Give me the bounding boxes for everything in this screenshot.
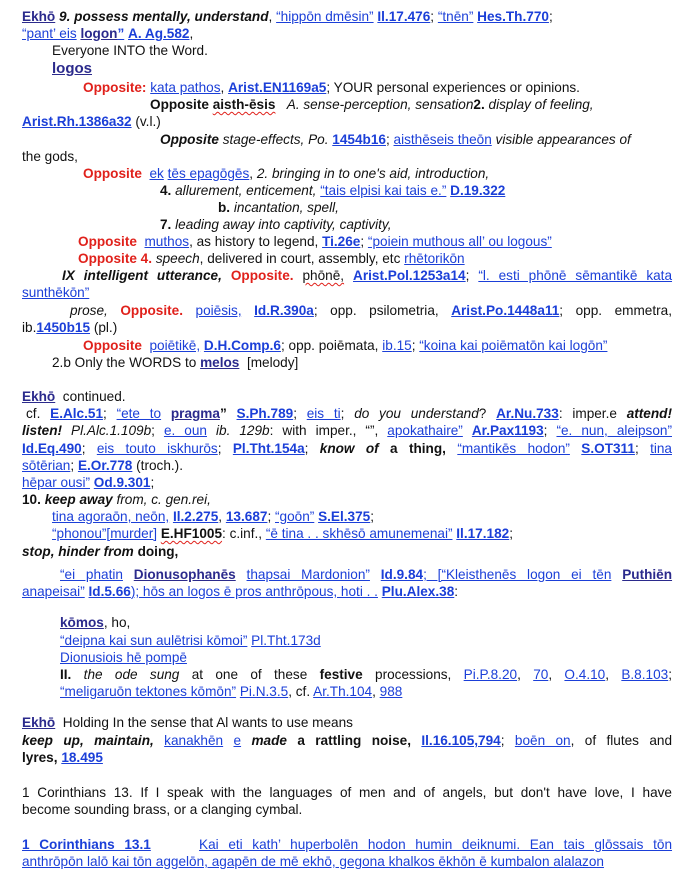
ref-link[interactable]: Arist.Pol.1253a14 <box>353 268 466 283</box>
ref-link[interactable]: Hes.Th.770 <box>477 9 549 24</box>
line-cor-greek2 <box>22 853 604 870</box>
greek-link[interactable]: “koina kai poiēmatōn kai logōn” <box>419 338 608 353</box>
ref-link[interactable]: Id.9.84 <box>380 567 424 582</box>
greek-link[interactable]: “deipna kai sun aulētrisi kōmoi” <box>60 633 248 648</box>
line-ideq: Id.Eq.490; eis touto iskhurōs; Pl.Tht.154a; know of a thing, “mantikēs hodon” S.OT311; tina <box>22 441 672 456</box>
line-phonou: “phonou”[murder] E.HF1005: c.inf., “ē tina . . skhēsō amunemenai” Il.17.182; <box>52 526 513 541</box>
ref-link[interactable]: 70 <box>533 667 549 682</box>
everyone-line: Everyone INTO the Word. <box>52 43 208 58</box>
greek-link[interactable]: apokathaire” <box>387 423 463 438</box>
greek-link[interactable]: eis ti <box>306 406 341 421</box>
line-ib: ib.1450b15 (pl.) <box>22 320 118 335</box>
line-rh: Arist.Rh.1386a32 (v.l.) <box>22 114 161 129</box>
greek-link[interactable]: Dionusiois hē pompē <box>60 650 187 665</box>
line-stop: stop, hinder from doing, <box>22 544 179 559</box>
line-opp1: Opposite: kata pathos, Arist.EN1169a5; YOUR personal experiences or opinions. <box>83 80 580 95</box>
greek-link[interactable]: “phonou”[murder] <box>52 526 158 541</box>
sense-number: 9. <box>59 9 71 24</box>
line-komos: kōmos, ho, <box>60 615 131 630</box>
line-ek: Opposite ek tēs epagōgēs, 2. bringing in to one's aid, introduction, <box>83 166 490 181</box>
line-1: Ekhō 9. possess mentally, understand, “hippōn dmēsin” Il.17.476; “tnēn” Hes.Th.770; <box>22 9 553 24</box>
greek-link[interactable]: pragma <box>170 406 220 421</box>
greek-link[interactable]: anthrōpōn lalō kai tōn aggelōn, agapēn de mē ekhō, gegona khalkos ēkhōn ē kumbalon alalazon <box>22 854 604 869</box>
ref-link[interactable]: ib.15 <box>382 338 412 353</box>
ref-link[interactable]: Od.9.301 <box>93 475 151 490</box>
ref-link[interactable]: 13.687 <box>225 509 268 524</box>
greek-link[interactable]: tēs epagōgēs <box>167 166 250 181</box>
line-2: “pant’ eis logon” A. Ag.582, <box>22 26 194 41</box>
greek-link[interactable]: boēn on <box>514 733 571 748</box>
ref-link[interactable]: Pi.P.8.20 <box>463 667 518 682</box>
line-deipna <box>60 632 321 649</box>
ref-link[interactable]: 988 <box>379 684 403 699</box>
greek-term: aisth-ēsis <box>212 97 276 112</box>
line-poietike: Opposite poiētikē, D.H.Comp.6; opp. poiēmata, ib.15; “koina kai poiēmatōn kai logōn” <box>83 338 608 353</box>
greek-link[interactable]: poiēsis, <box>195 303 242 318</box>
melos-link[interactable]: melos <box>200 355 240 370</box>
line-listen: listen! Pl.Alc.1.109b; e. oun ib. 129b: with imper., “”, apokathaire” Ar.Pax1193; “e. nun, aleipson” <box>22 423 672 438</box>
greek-link[interactable]: tina agoraōn, neōn, <box>52 509 170 524</box>
ref-link[interactable]: Il.16.105,794 <box>421 733 501 748</box>
line-speech: Opposite 4. speech, delivered in court, assembly, etc rhētorikōn <box>78 251 465 266</box>
ref-link[interactable]: 1450b15 <box>36 320 91 335</box>
komos-link[interactable]: kōmos <box>60 615 104 630</box>
ref-link[interactable]: Id.5.66 <box>88 584 131 599</box>
greek-link[interactable]: hēpar ousi” <box>22 475 91 490</box>
ref-link[interactable]: E.Alc.51 <box>50 406 104 421</box>
ref-link[interactable]: Plu.Alex.38 <box>381 584 455 599</box>
line-ix: IX intelligent utterance, Opposite. phōnē, Arist.Pol.1253a14; “l. esti phōnē sēmantikē kata <box>62 268 673 283</box>
greek-link[interactable]: “l. esti phōnē sēmantikē kata <box>478 268 673 283</box>
greek-link[interactable]: “mantikēs hodon” <box>457 441 570 456</box>
greek-link[interactable]: Puthiēn <box>622 567 673 582</box>
ref-link[interactable]: Id.Eq.490 <box>22 441 82 456</box>
line-leading: 7. leading away into captivity, captivity, <box>160 217 392 232</box>
line-cf: cf. E.Alc.51; “ete to pragma” S.Ph.789; eis ti; do you understand? Ar.Nu.733: imper.e attend! <box>26 406 672 421</box>
greek-link[interactable]: muthos <box>144 234 190 249</box>
line-phatin: “ei phatin Dionusophanēs thapsai Mardonion” Id.9.84; [“Kleisthenēs logon ei tēn Puthiēn <box>60 567 673 582</box>
greek-link[interactable]: “poiein muthous all’ ou logous” <box>367 234 552 249</box>
logos-link[interactable]: logos <box>52 60 92 77</box>
line-anapeisai: anapeisai” Id.5.66); hōs an logos ē pros anthrōpous, hoti . . Plu.Alex.38: <box>22 584 459 599</box>
ref-link[interactable]: Pl.Tht.173d <box>251 633 321 648</box>
logos-heading <box>52 60 92 77</box>
line-keepaway: 10. keep away from, c. gen.rei, <box>22 492 211 507</box>
greek-link[interactable]: “meligaruōn tektones kōmōn” <box>60 684 237 699</box>
ref-link[interactable]: E.Or.778 <box>77 458 133 473</box>
greek-link[interactable]: tina <box>650 441 672 456</box>
greek-link[interactable]: kata pathos <box>150 80 221 95</box>
ref-link[interactable]: Pi.N.3.5 <box>239 684 289 699</box>
greek-link[interactable]: “tnēn” <box>437 9 474 24</box>
ref-link[interactable]: Id.R.390a <box>254 303 314 318</box>
ref-link[interactable]: Arist.Po.1448a11 <box>451 303 560 318</box>
ref-link[interactable]: Ar.Nu.733 <box>496 406 559 421</box>
line-prose: prose, Opposite. poiēsis, Id.R.390a; opp. psilometria, Arist.Po.1448a11; opp. emmetra, <box>70 303 672 318</box>
greek-link[interactable]: “hippōn dmēsin” <box>276 9 374 24</box>
ref-link[interactable]: 1454b16 <box>332 132 386 147</box>
ref-link[interactable]: S.El.375 <box>318 509 371 524</box>
line-holding: Ekhō Holding In the sense that Al wants to use means <box>22 715 353 730</box>
opposite-label: Opposite <box>150 97 209 112</box>
ref-link[interactable]: S.Ph.789 <box>236 406 294 421</box>
line-incant: b. incantation, spell, <box>218 200 339 215</box>
line-hepar: hēpar ousi” Od.9.301; <box>22 475 155 490</box>
line-agora: tina agoraōn, neōn, Il.2.275, 13.687; “goōn” S.El.375; <box>52 509 375 524</box>
ref-link[interactable]: Il.2.275 <box>172 509 219 524</box>
ref-link[interactable]: Arist.Rh.1386a32 <box>22 114 132 129</box>
line-cor-greek1 <box>22 836 672 853</box>
greek-link[interactable]: poiētikē, <box>149 338 201 353</box>
greek-link[interactable]: ek <box>149 166 164 181</box>
corinthians-text-2: become sounding brass, or a clanging cymbal. <box>22 802 303 817</box>
ref-link[interactable]: B.8.103 <box>621 667 669 682</box>
greek-link[interactable]: “goōn” <box>275 509 315 524</box>
greek-link[interactable]: sōtērian <box>22 458 71 473</box>
definition: possess mentally, understand <box>74 9 269 24</box>
greek-link[interactable]: Kai eti kath’ huperbolēn hodon humin deiknumi. Ean tais glōssais tōn <box>199 837 673 852</box>
ref-link[interactable]: S.OT311 <box>581 441 635 456</box>
ref-link[interactable]: 18.495 <box>61 750 103 765</box>
line-gods: the gods, <box>22 149 78 164</box>
ref-link[interactable]: Il.17.476 <box>377 9 431 24</box>
greek-link[interactable]: rhētorikōn <box>404 251 465 266</box>
ref-link[interactable]: A. Ag.582 <box>128 26 190 41</box>
line-dionusiois <box>60 649 187 666</box>
line-opp2: Opposite aisth-ēsis A. sense-perception, sensation2. display of feeling, <box>150 97 594 112</box>
greek-link[interactable]: kanakhēn <box>164 733 224 748</box>
ref-link[interactable]: Il.17.182 <box>456 526 510 541</box>
greek-link[interactable]: thapsai Mardonion” <box>246 567 370 582</box>
greek-link[interactable]: “pant’ eis <box>22 26 77 41</box>
greek-link[interactable]: Dionusophanēs <box>133 567 236 582</box>
line-lyres: lyres, 18.495 <box>22 750 103 765</box>
ref-link[interactable]: Ar.Th.104 <box>313 684 373 699</box>
greek-link[interactable]: “tais elpisi kai tais e.” <box>320 183 447 198</box>
greek-link[interactable]: aisthēseis theōn <box>393 132 492 147</box>
ref-link[interactable]: Pl.Tht.154a <box>232 441 305 456</box>
opposite-label: Opposite: <box>83 80 147 95</box>
line-muthos: Opposite muthos, as history to legend, Ti.26e; “poiein muthous all’ ou logous” <box>78 234 552 249</box>
greek-link[interactable]: “e. nun, aleipson” <box>556 423 672 438</box>
greek-link[interactable]: “ete to <box>116 406 162 421</box>
greek-link[interactable]: “ei phatin <box>60 567 123 582</box>
line-stage: Opposite stage-effects, Po. 1454b16; aisthēseis theōn visible appearances of <box>160 132 631 147</box>
corinthians-text-1: 1 Corinthians 13. If I speak with the languages of men and of angels, but don't have love, I have <box>22 785 672 800</box>
ekho-continued: Ekhō continued. <box>22 389 126 404</box>
line-keepup: keep up, maintain, kanakhēn e made a rattling noise, Il.16.105,794; boēn on, of flutes and <box>22 733 673 748</box>
ref-link[interactable]: D.H.Comp.6 <box>203 338 281 353</box>
ref-link[interactable]: O.4.10 <box>564 667 606 682</box>
ref-link[interactable]: Arist.EN1169a5 <box>228 80 327 95</box>
line-allure: 4. allurement, enticement, “tais elpisi kai tais e.” D.19.322 <box>160 183 506 198</box>
headword: Ekhō <box>22 389 56 404</box>
line-meligar: “meligaruōn tektones kōmōn” Pi.N.3.5, cf. Ar.Th.104, 988 <box>60 684 403 699</box>
headword: Ekhō <box>22 9 56 24</box>
corinthians-ref-link[interactable]: 1 Corinthians 13.1 <box>22 837 151 852</box>
line-soterian: sōtērian; E.Or.778 (troch.). <box>22 458 183 473</box>
greek-link[interactable]: eis touto iskhurōs <box>96 441 218 456</box>
ref-link[interactable]: D.19.322 <box>450 183 506 198</box>
greek-link[interactable]: “ē tina . . skhēsō amunemenai” <box>265 526 453 541</box>
line-melos: 2.b Only the WORDS to melos [melody] <box>52 355 299 370</box>
ref-link[interactable]: Ar.Pax1193 <box>471 423 544 438</box>
ref-link[interactable]: Ti.26e <box>322 234 361 249</box>
line-sunth <box>22 284 89 301</box>
greek-link[interactable]: e <box>233 733 242 748</box>
greek-link[interactable]: logon <box>80 26 118 41</box>
line-ode: II. the ode sung at one of these festive processions, Pi.P.8.20, 70, O.4.10, B.8.103; <box>60 667 672 682</box>
greek-link[interactable]: anapeisai” <box>22 584 85 599</box>
greek-link[interactable]: e. oun <box>163 423 207 438</box>
headword: Ekhō <box>22 715 56 730</box>
greek-link[interactable]: sunthēkōn” <box>22 285 90 300</box>
